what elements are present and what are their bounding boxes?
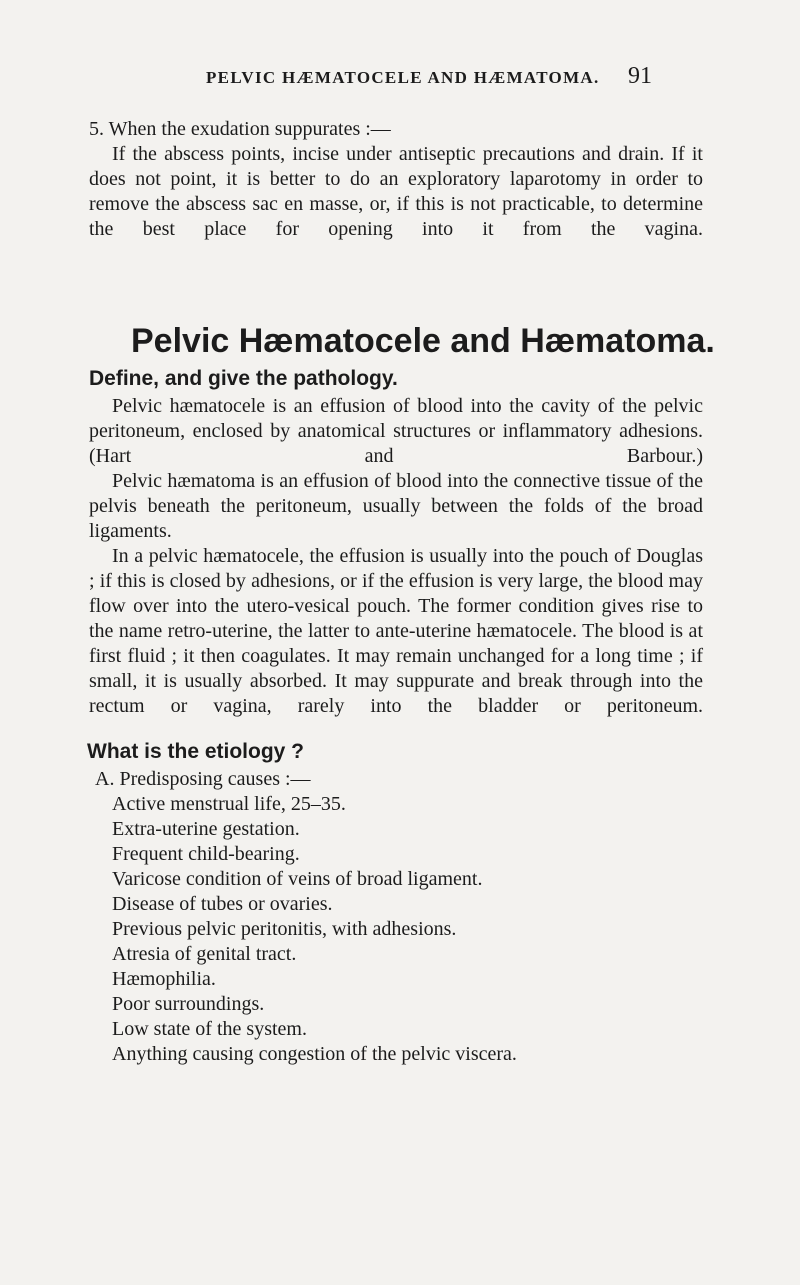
definition-paragraph-2: Pelvic hæmatoma is an effusion of blood into the connective tissue of the pelvis beneath the peritoneum, usually between the folds of the broad ligaments. xyxy=(89,470,703,542)
definition-paragraph-1: Pelvic hæmatocele is an effusion of blood into the cavity of the pelvic peritoneum, enclosed by anatomical structures or inflammatory adhesions. (Hart and Barbour.) xyxy=(89,395,703,467)
definition-question: Define, and give the pathology. xyxy=(89,367,398,390)
etiology-subheading: A. Predisposing causes :— xyxy=(95,768,311,790)
cause-item: Anything causing congestion of the pelvic viscera. xyxy=(112,1043,517,1065)
page-number: 91 xyxy=(628,63,652,89)
cause-item: Atresia of genital tract. xyxy=(112,943,297,965)
cause-item: Active menstrual life, 25–35. xyxy=(112,793,346,815)
running-title: PELVIC HÆMATOCELE AND HÆMATOMA. xyxy=(206,68,600,87)
suppuration-body: If the abscess points, incise under antiseptic precautions and drain. If it does not point, it is better to do an exploratory laparotomy in order to remove the abscess sac en masse, or, if this is not practicable, to determine the best place for opening into it from the vagina. xyxy=(89,143,703,240)
cause-item: Poor surroundings. xyxy=(112,993,265,1015)
definition-paragraph-3: In a pelvic hæmatocele, the effusion is usually into the pouch of Douglas ; if this is closed by adhesions, or if the effusion is very large, the blood may flow over into the utero-vesical pouch. The former condition gives rise to the name retro-uterine, the latter to ante-uterine hæmatocele. The blood is at first fluid ; it then coagulates. It may remain unchanged for a long time ; if small, it is usually absorbed. It may suppurate and break through into the rectum or vagina, rarely into the bladder or peritoneum. xyxy=(89,545,703,717)
cause-item: Varicose condition of veins of broad ligament. xyxy=(112,868,483,890)
cause-item: Extra-uterine gestation. xyxy=(112,818,300,840)
cause-item: Hæmophilia. xyxy=(112,968,216,990)
cause-item: Frequent child-bearing. xyxy=(112,843,300,865)
cause-item: Previous pelvic peritonitis, with adhesions. xyxy=(112,918,457,940)
section-title: Pelvic Hæmatocele and Hæmatoma. xyxy=(131,322,715,360)
suppuration-intro: 5. When the exudation suppurates :— xyxy=(89,118,391,140)
cause-item: Low state of the system. xyxy=(112,1018,307,1040)
cause-item: Disease of tubes or ovaries. xyxy=(112,893,333,915)
etiology-question: What is the etiology ? xyxy=(87,740,305,763)
running-head xyxy=(0,63,800,98)
